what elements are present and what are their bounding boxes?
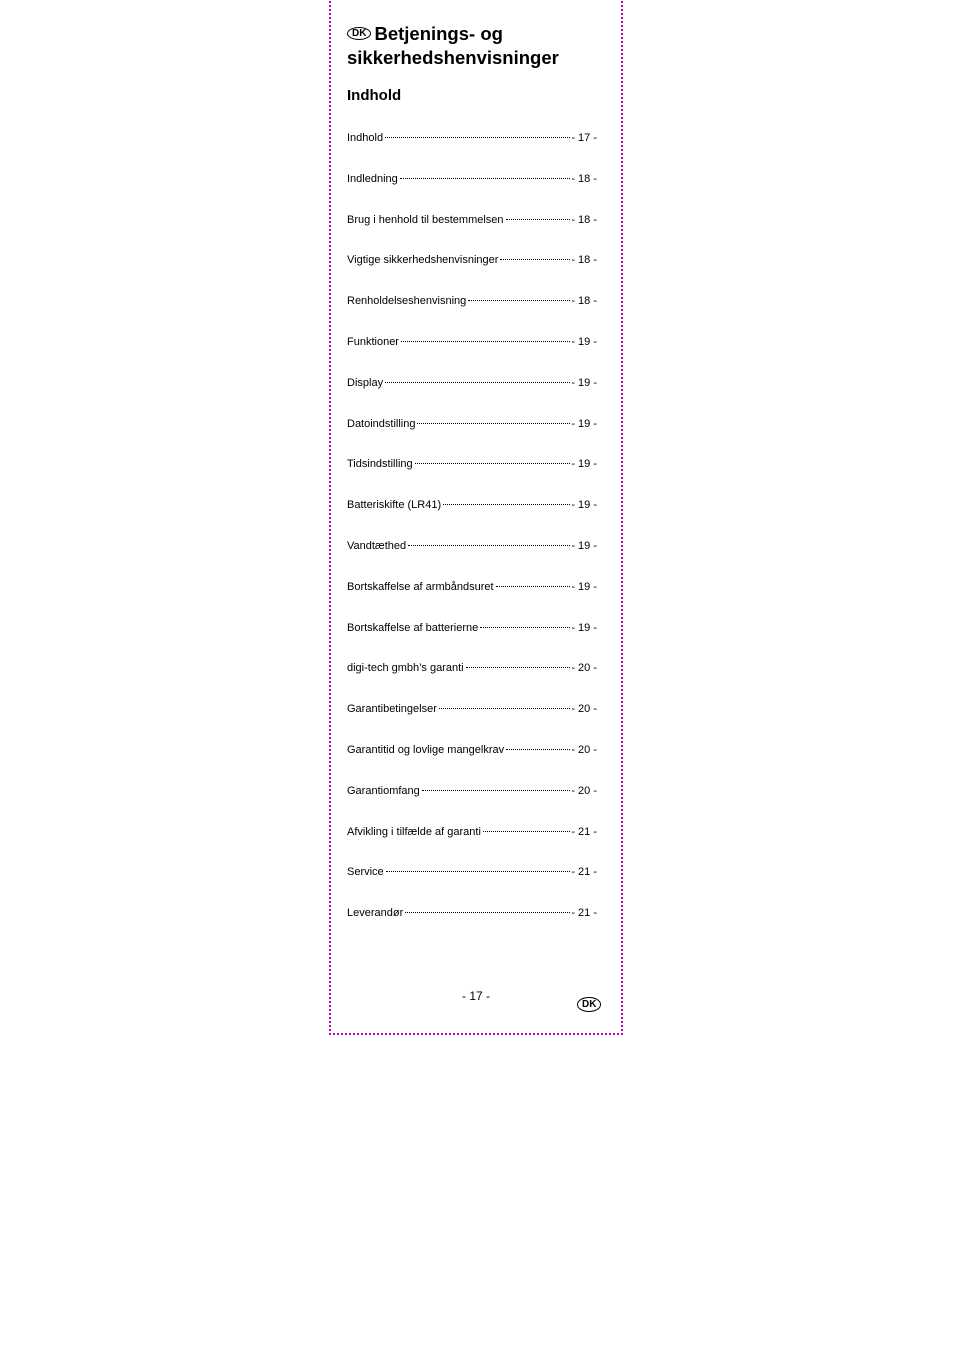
toc-entry-label: Vigtige sikkerhedshenvisninger <box>347 254 499 267</box>
toc-entry[interactable] <box>347 783 597 824</box>
toc-entry[interactable] <box>347 375 597 416</box>
toc-heading: Indhold <box>347 87 402 104</box>
toc-entry-page: - 19 - <box>571 417 597 430</box>
toc-dot-leader <box>480 626 570 628</box>
toc-entry-page: - 21 - <box>571 866 597 879</box>
toc-dot-leader <box>415 462 571 464</box>
toc-entry-page: - 20 - <box>571 662 597 675</box>
toc-entry-page: - 21 - <box>571 825 597 838</box>
toc-entry-page: - 19 - <box>571 580 597 593</box>
toc-entry[interactable] <box>347 456 597 497</box>
toc-entry-page: - 20 - <box>571 703 597 716</box>
toc-entry-label: Indledning <box>347 172 398 185</box>
toc-entry-page: - 19 - <box>571 376 597 389</box>
toc-dot-leader <box>405 911 570 913</box>
toc-dot-leader <box>443 503 570 505</box>
toc-entry-page: - 19 - <box>571 539 597 552</box>
page-number: - 17 - <box>462 989 491 1003</box>
toc-entry[interactable] <box>347 130 597 171</box>
toc-entry-label: Vandtæthed <box>347 539 407 552</box>
toc-dot-leader <box>496 585 571 587</box>
toc-entry-label: Leverandør <box>347 907 404 920</box>
toc-entry-page: - 20 - <box>571 784 597 797</box>
toc-dot-leader <box>386 870 571 872</box>
toc-dot-leader <box>417 422 570 424</box>
toc-entry-page: - 19 - <box>571 335 597 348</box>
toc-entry[interactable] <box>347 293 597 334</box>
toc-entry-label: Indhold <box>347 132 384 144</box>
toc-entry-label: Garantibetingelser <box>347 703 437 716</box>
page-title-line2: sikkerhedshenvisninger <box>347 47 559 68</box>
toc-entry-label: Batteriskifte (LR41) <box>347 499 442 512</box>
toc-dot-leader <box>422 789 571 791</box>
toc-dot-leader <box>500 258 570 260</box>
toc-entry[interactable] <box>347 660 597 701</box>
toc-entry-label: Bortskaffelse af armbåndsuret <box>347 580 494 593</box>
toc-entry[interactable] <box>347 252 597 293</box>
toc-dot-leader <box>466 666 571 668</box>
toc-entry-label: Renholdelseshenvisning <box>347 295 467 308</box>
toc-dot-leader <box>385 381 570 383</box>
toc-entry-page: - 20 - <box>571 743 597 756</box>
toc-entry[interactable] <box>347 905 597 946</box>
toc-dot-leader <box>385 136 570 138</box>
toc-dot-leader <box>400 177 571 179</box>
toc-entry-page: - 18 - <box>571 172 597 185</box>
toc-entry-label: Tidsindstilling <box>347 458 413 471</box>
toc-dot-leader <box>506 218 571 220</box>
toc-dot-leader <box>401 340 570 342</box>
toc-entry-label: Afvikling i tilfælde af garanti <box>347 825 481 838</box>
toc-entry-page: - 19 - <box>571 621 597 634</box>
table-of-contents <box>347 130 597 946</box>
toc-entry-page: - 19 - <box>571 458 597 471</box>
toc-entry[interactable] <box>347 334 597 375</box>
toc-entry[interactable] <box>347 538 597 579</box>
toc-dot-leader <box>468 299 570 301</box>
toc-entry[interactable] <box>347 824 597 865</box>
toc-dot-leader <box>506 748 570 750</box>
toc-entry-label: Garantiomfang <box>347 784 420 797</box>
toc-entry[interactable] <box>347 620 597 661</box>
dk-language-badge: DK <box>347 27 371 40</box>
toc-entry[interactable] <box>347 742 597 783</box>
toc-entry[interactable] <box>347 864 597 905</box>
toc-dot-leader <box>483 830 570 832</box>
toc-entry-page: - 19 - <box>571 499 597 512</box>
toc-entry[interactable] <box>347 701 597 742</box>
toc-entry[interactable] <box>347 497 597 538</box>
dk-footer-badge: DK <box>577 997 601 1012</box>
toc-entry-label: Service <box>347 866 384 879</box>
toc-entry-label: Datoindstilling <box>347 417 416 430</box>
toc-entry[interactable] <box>347 579 597 620</box>
toc-entry-label: Bortskaffelse af batterierne <box>347 621 479 634</box>
toc-entry[interactable] <box>347 212 597 253</box>
page-title <box>347 22 607 70</box>
toc-dot-leader <box>408 544 570 546</box>
toc-entry-page: - 18 - <box>571 295 597 308</box>
toc-dot-leader <box>439 707 570 709</box>
toc-entry-page: - 18 - <box>571 254 597 267</box>
toc-entry-page: - 17 - <box>571 132 597 144</box>
toc-entry-label: Garantitid og lovlige mangelkrav <box>347 743 505 756</box>
toc-entry[interactable] <box>347 171 597 212</box>
toc-entry-page: - 18 - <box>571 213 597 226</box>
toc-entry-label: digi-tech gmbh’s garanti <box>347 662 464 675</box>
toc-entry-label: Display <box>347 376 384 389</box>
page-title-line1: Betjenings- og <box>374 23 503 44</box>
toc-entry-page: - 21 - <box>571 907 597 920</box>
toc-entry[interactable] <box>347 416 597 457</box>
toc-entry-label: Funktioner <box>347 335 399 348</box>
toc-entry-label: Brug i henhold til bestemmelsen <box>347 213 504 226</box>
